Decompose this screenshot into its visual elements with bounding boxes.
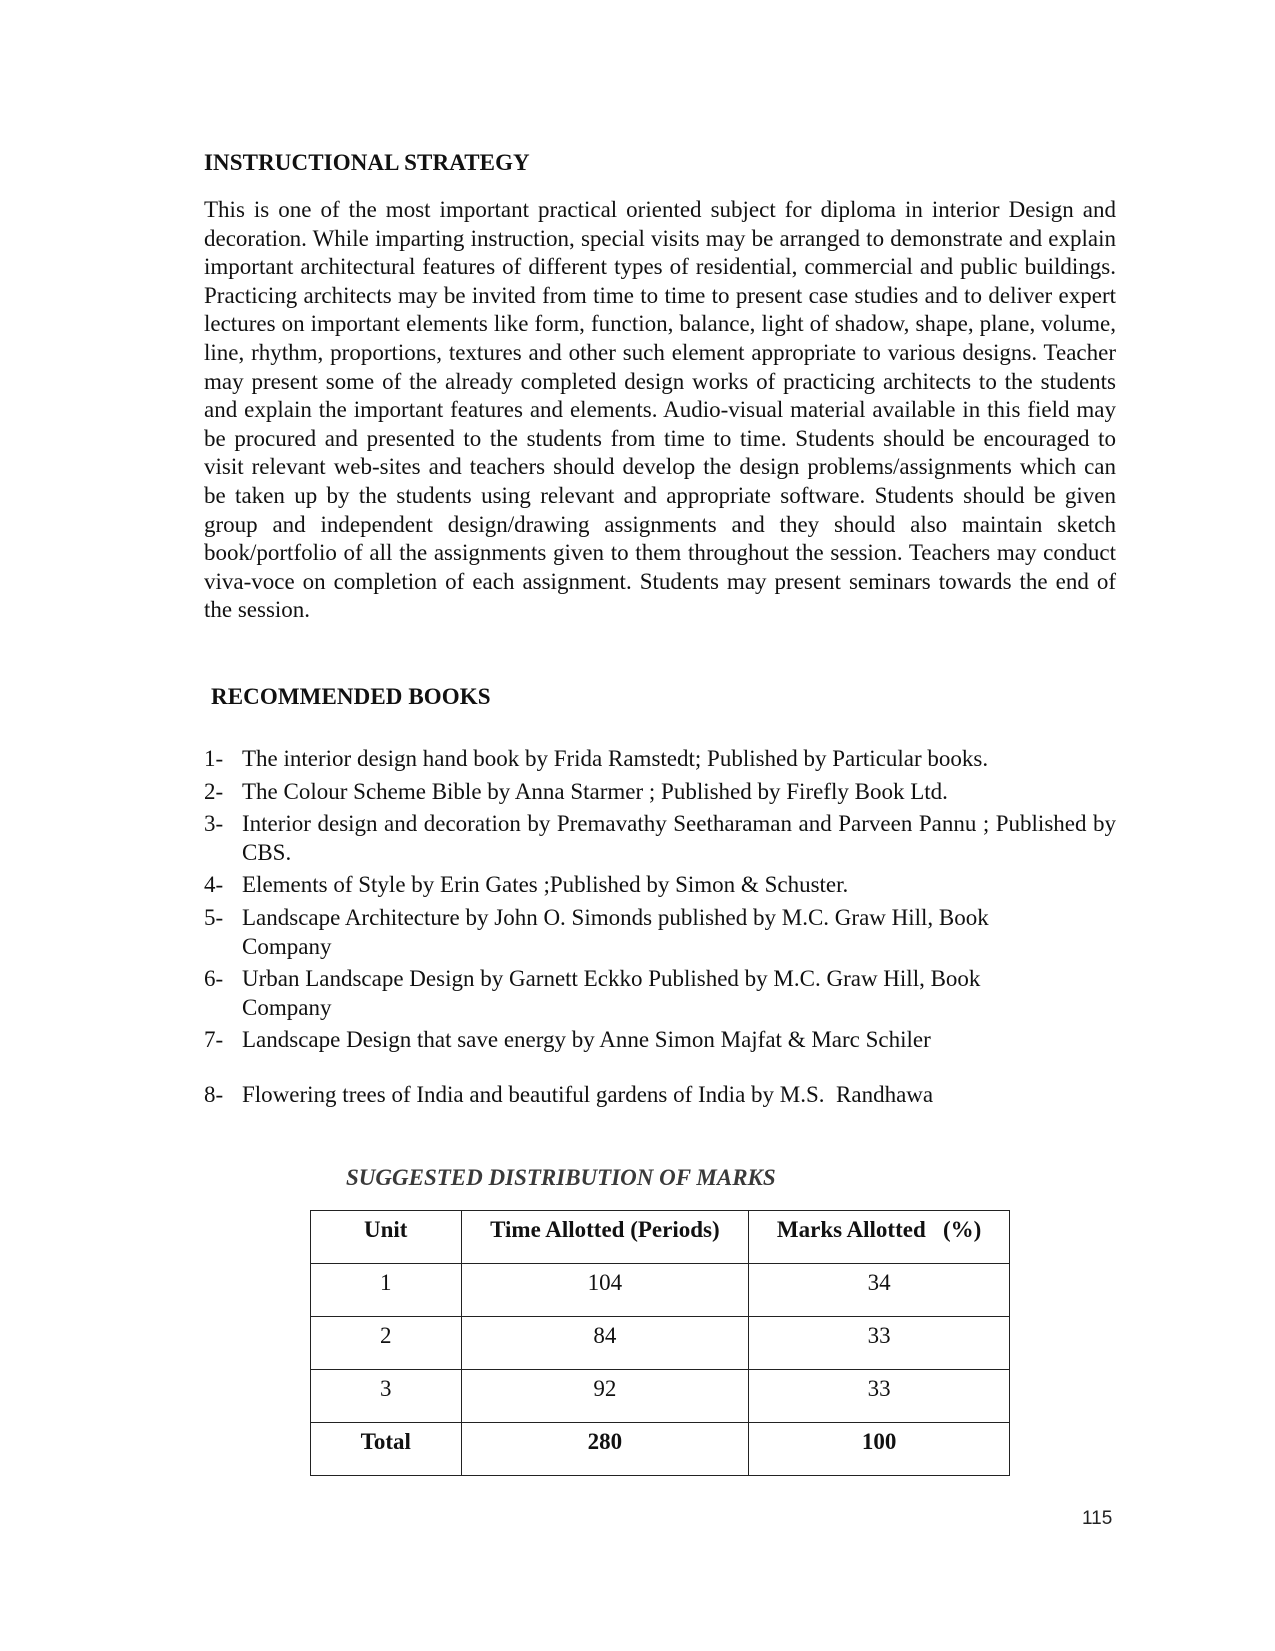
book-number: 5- [204,904,224,930]
book-item-2 [204,778,1116,807]
cell-total-marks: 100 [749,1423,1010,1476]
book-text: Flowering trees of India and beautiful gardens of India by M.S. Randhawa [242,1081,934,1107]
cell-unit: 3 [311,1370,462,1423]
book-text: Elements of Style by Erin Gates ;Published by Simon & Schuster. [242,872,849,898]
book-text: Landscape Design that save energy by Anne Simon Majfat & Marc Schiler [242,1027,931,1053]
cell-marks: 33 [749,1317,1010,1370]
instructional-strategy-heading: INSTRUCTIONAL STRATEGY [204,150,530,175]
table-row [311,1317,1010,1370]
page-number: 115 [1082,1508,1113,1529]
marks-distribution-table [310,1210,1010,1476]
cell-marks: 33 [749,1370,1010,1423]
book-number: 2- [204,778,224,804]
instructional-strategy-paragraph: This is one of the most important practical oriented subject for diploma in interior Design and decoration. While imparting instruction, special visits may be arranged to demonstrate and explain important architectural features of different types of residential, commercial and public buildings. Practicing architects may be invited from time to time to present case studies and to deliver expert lectures on important elements like form, function, balance, light of shadow, shape, plane, volume, line, rhythm, proportions, textures and other such element appropriate to various designs. Teacher may present some of the already completed design works of practicing architects to the students and explain the important features and elements. Audio-visual material available in this field may be procured and presented to the students from time to time. Students should be encouraged to visit relevant web-sites and teachers should develop the design problems/assignments which can be taken up by the students using relevant and appropriate software. Students should be given group and independent design/drawing assignments and they should also maintain sketch book/portfolio of all the assignments given to them throughout the session. Teachers may conduct viva-voce on completion of each assignment. Students may present seminars towards the end of the session. [204,197,1116,623]
book-number: 4- [204,872,224,898]
book-text: The Colour Scheme Bible by Anna Starmer ; Published by Firefly Book Ltd. [242,778,948,804]
cell-unit: 2 [311,1317,462,1370]
cell-time: 84 [461,1317,749,1370]
header-time-allotted: Time Allotted (Periods) [461,1211,749,1264]
table-total-row [311,1423,1010,1476]
cell-time: 104 [461,1264,749,1317]
cell-total-label: Total [311,1423,462,1476]
recommended-books-heading: RECOMMENDED BOOKS [211,684,491,709]
book-item-7 [204,1026,1116,1055]
book-number: 6- [204,966,224,992]
book-number: 8- [204,1081,224,1107]
book-item-8 [204,1081,1116,1110]
book-item-3 [204,810,1116,867]
book-number: 1- [204,746,224,771]
recommended-books-list [204,745,1116,1114]
book-item-4 [204,871,1116,900]
cell-total-time: 280 [461,1423,749,1476]
header-unit: Unit [311,1211,462,1264]
table-row [311,1264,1010,1317]
table-header-row [311,1211,1010,1264]
book-item-6 [204,965,1116,1022]
cell-unit: 1 [311,1264,462,1317]
table-row [311,1370,1010,1423]
book-text: Urban Landscape Design by Garnett Eckko Published by M.C. Graw Hill, Book Company [242,966,981,1020]
book-item-1 [204,745,1116,774]
book-number: 7- [204,1027,224,1053]
header-marks-allotted: Marks Allotted (%) [749,1211,1010,1264]
cell-time: 92 [461,1370,749,1423]
marks-distribution-title: SUGGESTED DISTRIBUTION OF MARKS [346,1165,776,1190]
book-item-5 [204,904,1116,961]
book-text: Interior design and decoration by Premavathy Seetharaman and Parveen Pannu ; Published by CBS. [242,811,1116,865]
book-text: Landscape Architecture by John O. Simonds published by M.C. Graw Hill, Book Company [242,904,989,959]
cell-marks: 34 [749,1264,1010,1317]
book-number: 3- [204,811,224,837]
book-text: The interior design hand book by Frida Ramstedt; Published by Particular books. [242,746,989,771]
